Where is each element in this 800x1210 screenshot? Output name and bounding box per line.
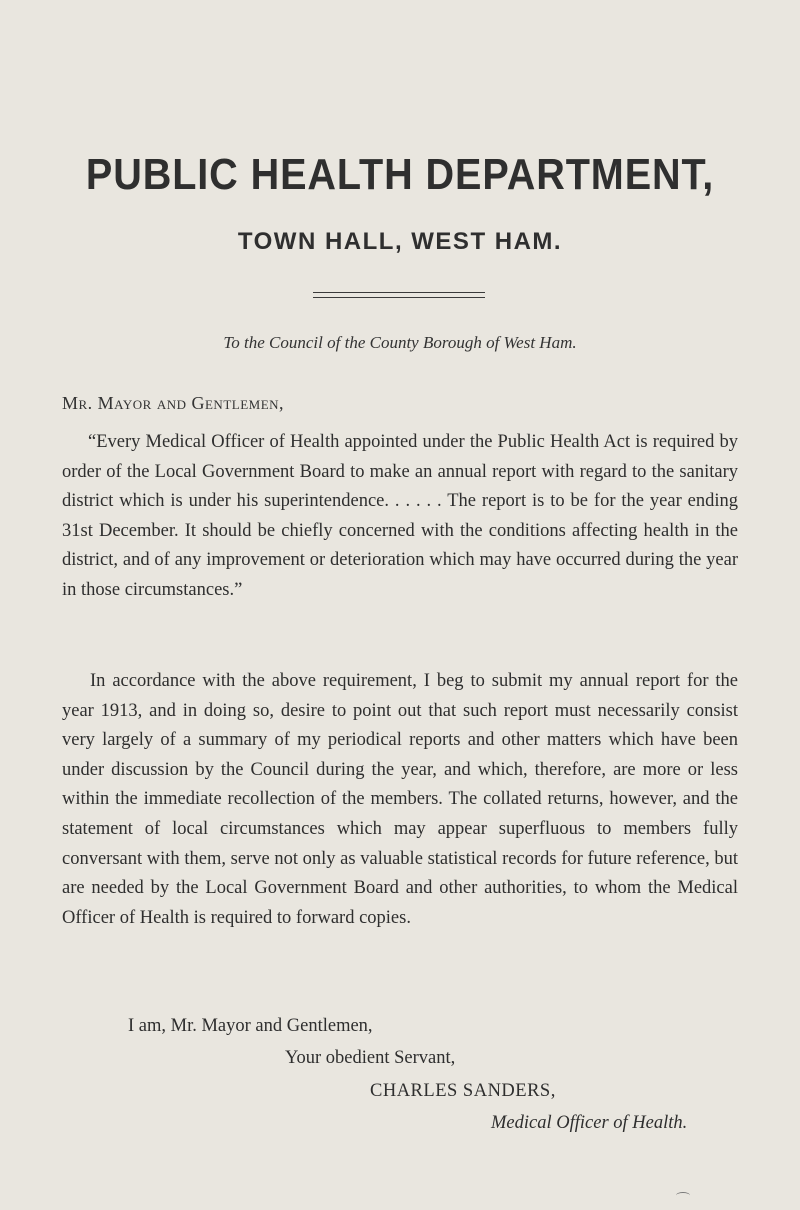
addressee-line: To the Council of the County Borough of West Ham.: [223, 333, 577, 352]
divider-rule-top: [313, 292, 485, 293]
divider-rule-bottom: [313, 297, 485, 298]
quoted-requirement-paragraph: “Every Medical Officer of Health appointed under the Public Health Act is required by order of the Local Government Board to make an annual report with regard to the sanitary district which is under his superintendence. . . . . . The report is to be for the year ending 31st December. It should be chiefly concerned with the conditions affecting health in the district, and of any improvement or deterioration which may have occurred during the year in those circumstances.”: [62, 432, 738, 600]
signature-name: CHARLES SANDERS,: [370, 1081, 556, 1101]
department-address-heading: TOWN HALL, WEST HAM.: [237, 228, 563, 255]
closing-valediction: Your obedient Servant,: [285, 1048, 456, 1068]
department-title: PUBLIC HEALTH DEPARTMENT,: [85, 150, 715, 199]
report-introduction-paragraph: In accordance with the above requirement, I beg to submit my annual report for the year 1913, and in doing so, desire to point out that such report must necessarily consist very largely of a summary of my periodical reports and other matters which have been under discussion by the Council during the year, and which, therefore, are more or less within the immediate recollection of the members. The collated returns, however, and the statement of local circumstances which may appear superfluous to members fully conversant with them, serve not only as valuable statistical records for future reference, but are needed by the Local Government Board and other authorities, to whom the Medical Officer of Health is required to forward copies.: [62, 671, 738, 928]
page-number-mark: [676, 1192, 690, 1199]
signature-role: Medical Officer of Health.: [491, 1113, 688, 1133]
closing-greeting: I am, Mr. Mayor and Gentlemen,: [128, 1016, 373, 1036]
salutation: Mr. Mayor and Gentlemen,: [62, 393, 285, 413]
